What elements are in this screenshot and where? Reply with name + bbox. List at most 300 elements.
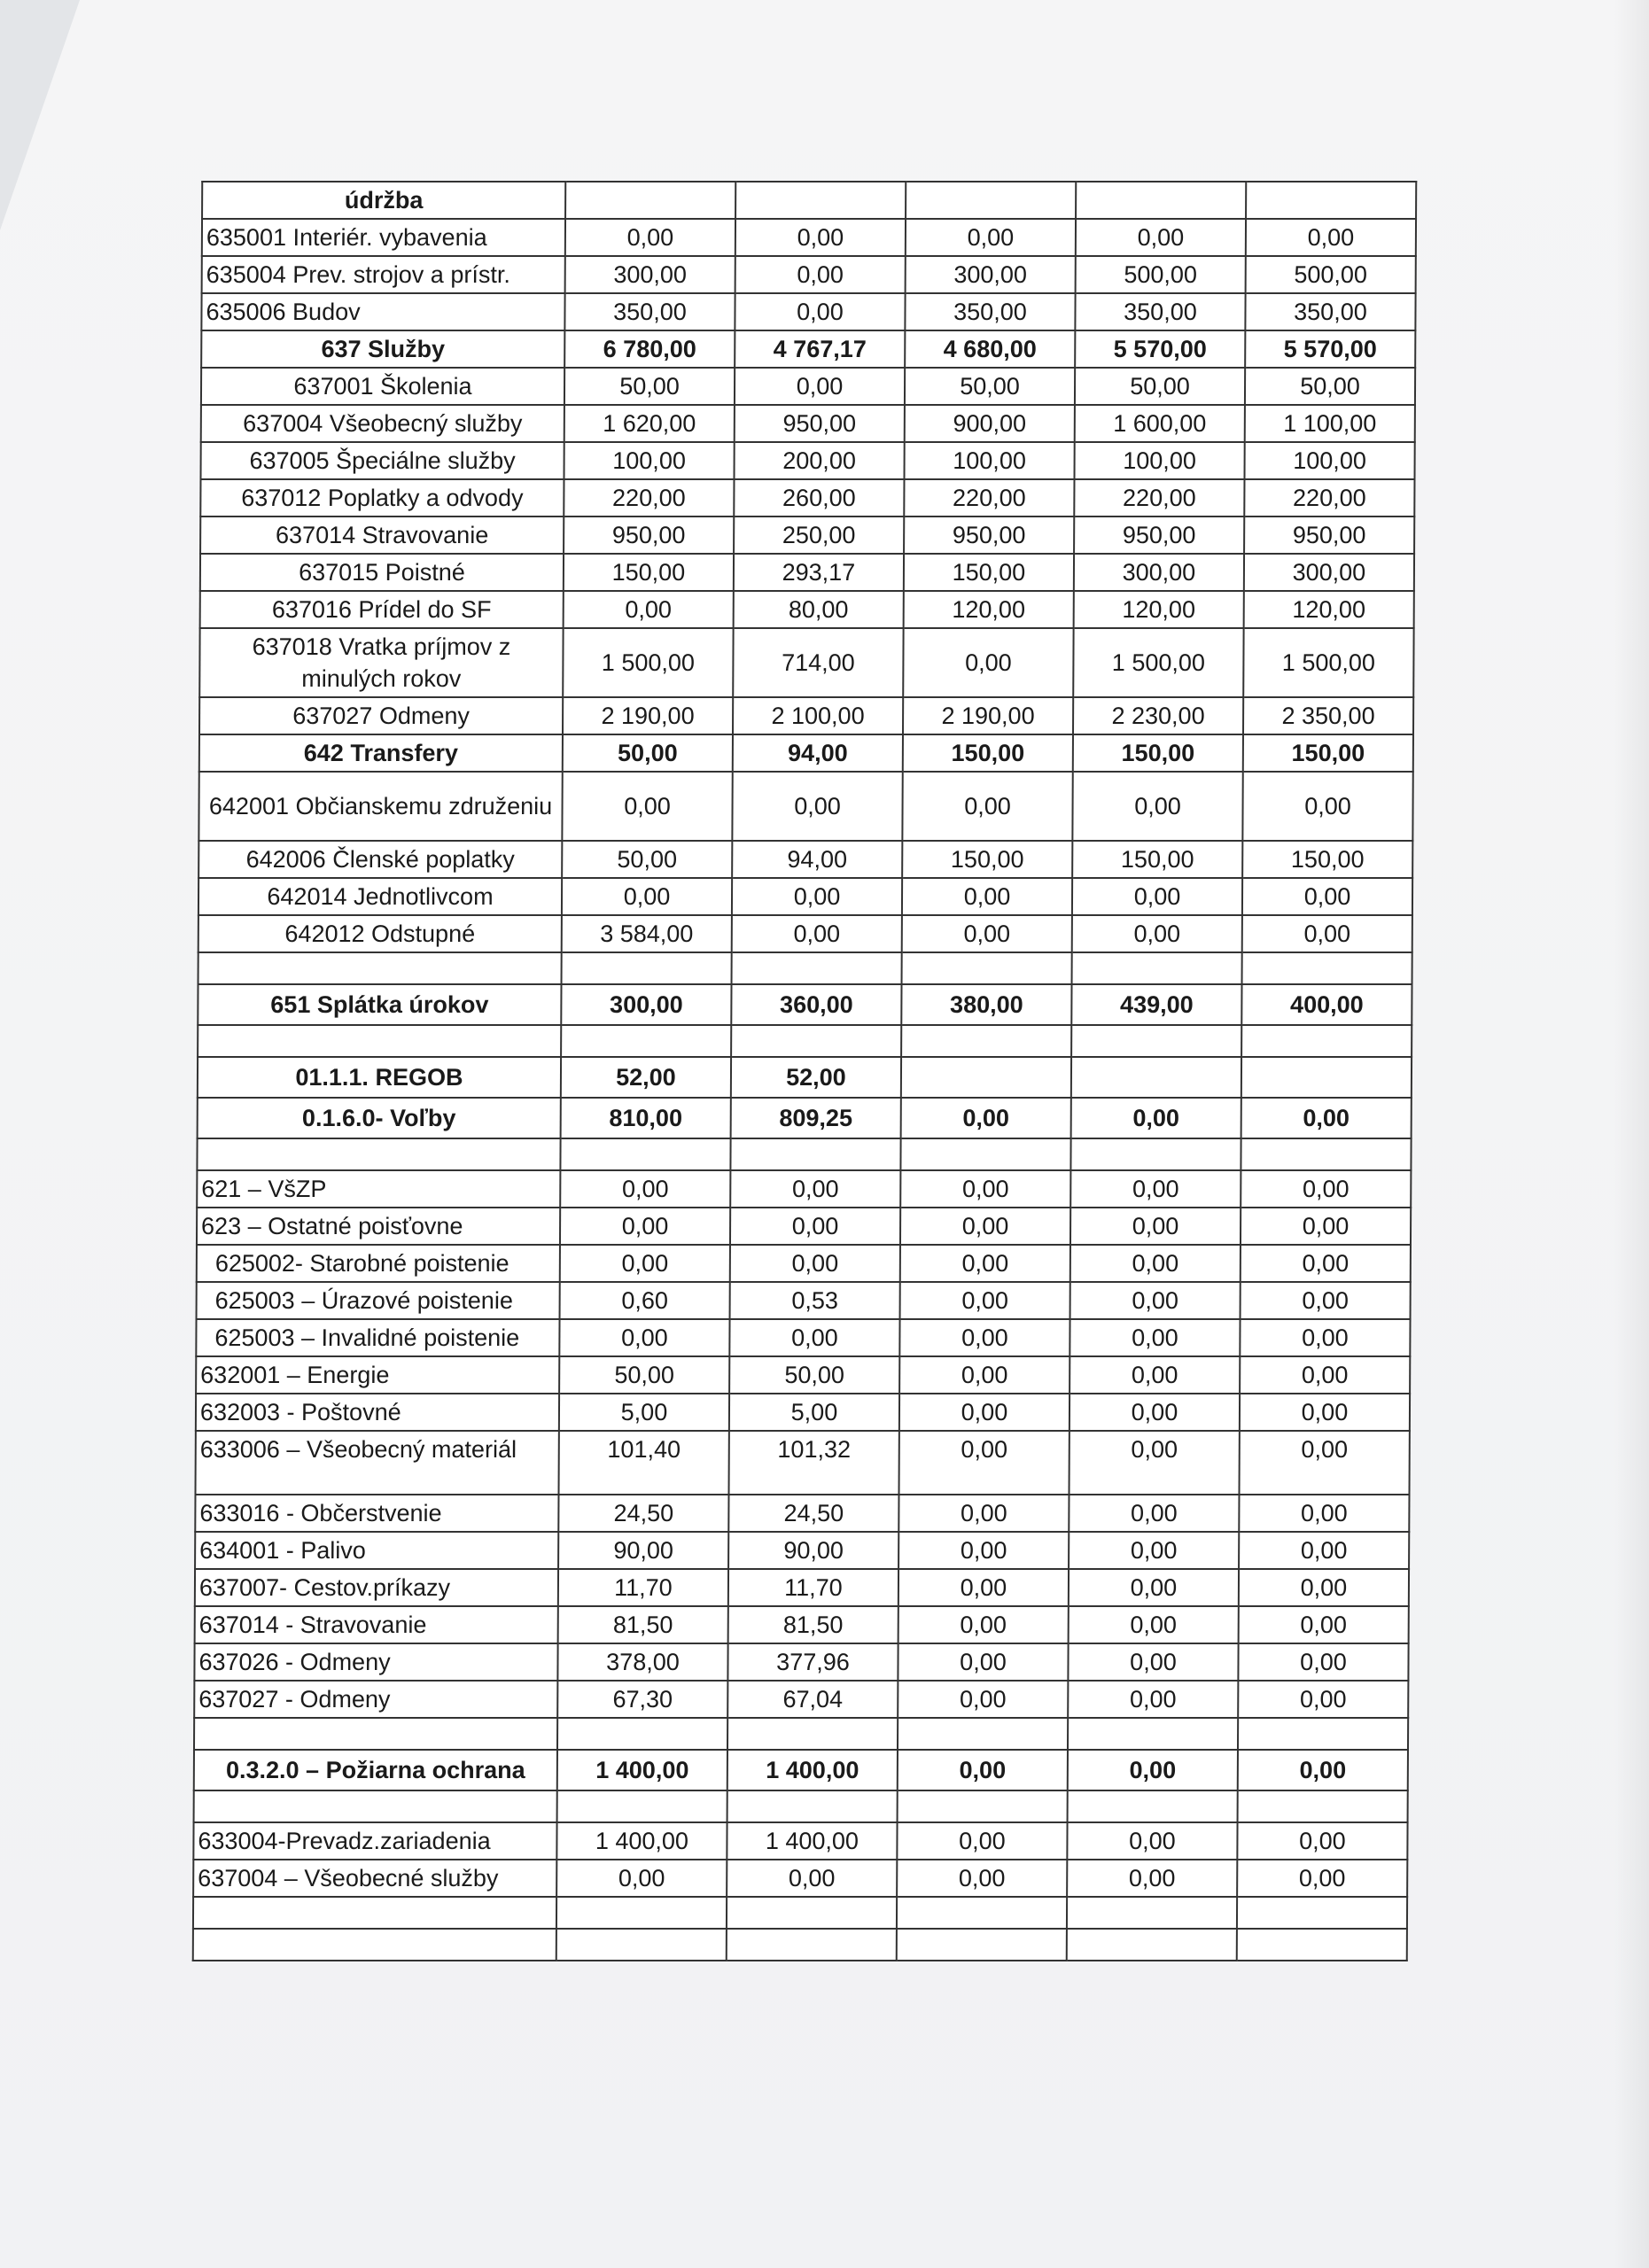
value-cell-1: 0,60 (560, 1282, 730, 1319)
value-cell-5 (1241, 1057, 1412, 1098)
row-label: 637 Služby (201, 330, 564, 368)
value-cell-1 (556, 1897, 727, 1929)
value-cell-5: 350,00 (1245, 293, 1415, 330)
value-cell-1: 50,00 (563, 734, 733, 772)
value-cell-5: 400,00 (1241, 984, 1412, 1025)
value-cell-1: 5,00 (559, 1394, 729, 1431)
value-cell-2: 950,00 (735, 405, 905, 442)
value-cell-2: 1 400,00 (727, 1750, 898, 1790)
value-cell-5: 0,00 (1242, 772, 1412, 841)
page-edge-shadow (1614, 0, 1649, 2268)
table-row (195, 1606, 1409, 1643)
value-cell-4: 0,00 (1067, 1822, 1237, 1860)
value-cell-1 (556, 1929, 727, 1961)
value-cell-1 (561, 1025, 731, 1057)
value-cell-3: 0,00 (899, 1356, 1070, 1394)
value-cell-3 (897, 1897, 1067, 1929)
row-label (194, 1790, 557, 1822)
value-cell-1: 50,00 (562, 841, 732, 878)
value-cell-5 (1238, 1790, 1408, 1822)
value-cell-3: 350,00 (905, 293, 1075, 330)
value-cell-5: 0,00 (1241, 1282, 1411, 1319)
value-cell-4: 150,00 (1072, 841, 1242, 878)
table-row (200, 554, 1414, 591)
value-cell-4 (1067, 1897, 1237, 1929)
value-cell-5: 0,00 (1238, 1681, 1408, 1718)
row-label: 637004 Všeobecný služby (201, 405, 564, 442)
value-cell-5: 1 100,00 (1245, 405, 1415, 442)
row-label (197, 1138, 560, 1170)
value-cell-2: 80,00 (734, 591, 904, 628)
value-cell-2: 0,00 (735, 293, 905, 330)
table-row (193, 1929, 1407, 1961)
value-cell-4: 0,00 (1070, 1319, 1240, 1356)
row-label: 637018 Vratka príjmov z minulých rokov (199, 628, 563, 697)
row-label: 621 – VšZP (197, 1170, 560, 1208)
value-cell-4: 220,00 (1074, 479, 1244, 517)
value-cell-1: 50,00 (564, 368, 735, 405)
value-cell-2: 377,96 (727, 1643, 898, 1681)
value-cell-4: 0,00 (1070, 1356, 1240, 1394)
row-label: 637026 - Odmeny (194, 1643, 557, 1681)
value-cell-4: 0,00 (1070, 1170, 1241, 1208)
value-cell-1: 0,00 (560, 1245, 730, 1282)
value-cell-2 (727, 1790, 898, 1822)
value-cell-5 (1246, 182, 1416, 219)
table-row (200, 517, 1414, 554)
value-cell-4 (1072, 952, 1242, 984)
value-cell-4: 950,00 (1074, 517, 1244, 554)
value-cell-3: 0,00 (897, 1822, 1067, 1860)
value-cell-2: 4 767,17 (735, 330, 905, 368)
value-cell-5: 0,00 (1239, 1569, 1409, 1606)
row-label: 632003 - Poštovné (196, 1394, 559, 1431)
table-row (200, 442, 1414, 479)
table-row (193, 1860, 1407, 1897)
row-label (193, 1929, 556, 1961)
value-cell-1: 0,00 (565, 219, 735, 256)
row-label: 642 Transfery (199, 734, 563, 772)
value-cell-5: 0,00 (1241, 1170, 1411, 1208)
table-row (196, 1394, 1410, 1431)
value-cell-5 (1237, 1929, 1407, 1961)
value-cell-4: 0,00 (1070, 1282, 1241, 1319)
value-cell-1: 100,00 (564, 442, 734, 479)
value-cell-5: 0,00 (1241, 1245, 1411, 1282)
row-label: 0.3.2.0 – Požiarna ochrana (194, 1750, 557, 1790)
value-cell-3: 150,00 (902, 841, 1072, 878)
row-label: 0.1.6.0- Voľby (198, 1098, 561, 1138)
value-cell-3: 100,00 (904, 442, 1074, 479)
value-cell-2: 0,00 (735, 368, 905, 405)
value-cell-1: 81,50 (558, 1606, 728, 1643)
value-cell-5: 0,00 (1239, 1606, 1409, 1643)
table-row (194, 1643, 1408, 1681)
table-row (202, 219, 1416, 256)
value-cell-3: 0,00 (902, 772, 1072, 841)
value-cell-1: 0,00 (562, 772, 732, 841)
value-cell-1: 0,00 (559, 1319, 729, 1356)
value-cell-4: 1 600,00 (1075, 405, 1245, 442)
row-label: 637016 Prídel do SF (200, 591, 564, 628)
value-cell-4: 500,00 (1076, 256, 1246, 293)
value-cell-5 (1238, 1718, 1408, 1750)
value-cell-4: 0,00 (1069, 1532, 1239, 1569)
value-cell-3: 380,00 (901, 984, 1071, 1025)
value-cell-1: 150,00 (564, 554, 734, 591)
table-row (196, 1356, 1410, 1394)
value-cell-3: 4 680,00 (905, 330, 1075, 368)
value-cell-1: 220,00 (564, 479, 734, 517)
value-cell-2: 0,00 (732, 915, 902, 952)
row-label: 637015 Poistné (200, 554, 564, 591)
table-row (200, 479, 1414, 517)
row-label: 642001 Občianskemu združeniu (198, 772, 562, 841)
value-cell-1: 810,00 (561, 1098, 731, 1138)
value-cell-1: 1 620,00 (564, 405, 735, 442)
value-cell-5: 150,00 (1243, 734, 1413, 772)
table-row (198, 841, 1412, 878)
value-cell-2: 0,53 (730, 1282, 900, 1319)
table-row (195, 1532, 1409, 1569)
table-row (199, 734, 1413, 772)
table-row (201, 293, 1415, 330)
folded-corner (0, 0, 80, 230)
value-cell-3: 0,00 (900, 1208, 1070, 1245)
value-cell-4: 120,00 (1074, 591, 1244, 628)
value-cell-1: 2 190,00 (563, 697, 733, 734)
value-cell-4: 0,00 (1072, 878, 1242, 915)
value-cell-1: 950,00 (564, 517, 734, 554)
value-cell-4: 300,00 (1074, 554, 1244, 591)
value-cell-4: 0,00 (1071, 1098, 1241, 1138)
value-cell-1: 300,00 (561, 984, 731, 1025)
value-cell-5: 0,00 (1242, 915, 1412, 952)
row-label (198, 952, 562, 984)
value-cell-5: 0,00 (1238, 1750, 1408, 1790)
table-row (198, 1057, 1412, 1098)
table-row (199, 628, 1413, 697)
value-cell-1: 0,00 (556, 1860, 727, 1897)
value-cell-1: 24,50 (558, 1495, 728, 1532)
table-row (201, 405, 1415, 442)
value-cell-2: 52,00 (731, 1057, 901, 1098)
value-cell-3: 0,00 (900, 1170, 1070, 1208)
value-cell-3 (898, 1790, 1068, 1822)
value-cell-1: 0,00 (560, 1208, 730, 1245)
value-cell-4: 0,00 (1070, 1208, 1241, 1245)
value-cell-5: 0,00 (1237, 1860, 1407, 1897)
row-label: 637001 Školenia (201, 368, 564, 405)
value-cell-4: 0,00 (1069, 1495, 1239, 1532)
value-cell-5: 300,00 (1244, 554, 1414, 591)
value-cell-4: 0,00 (1069, 1569, 1239, 1606)
table-row (193, 1897, 1407, 1929)
value-cell-4: 0,00 (1070, 1245, 1241, 1282)
value-cell-3: 300,00 (906, 256, 1076, 293)
table-row (198, 772, 1412, 841)
table-row (193, 1822, 1407, 1860)
value-cell-2: 5,00 (729, 1394, 899, 1431)
value-cell-3: 0,00 (899, 1319, 1070, 1356)
budget-table-body (193, 182, 1417, 1961)
row-label: 637027 Odmeny (199, 697, 563, 734)
value-cell-1: 1 400,00 (557, 1750, 727, 1790)
table-row (198, 952, 1412, 984)
value-cell-3: 0,00 (898, 1431, 1069, 1495)
table-row (194, 1718, 1408, 1750)
value-cell-3: 0,00 (899, 1394, 1070, 1431)
value-cell-4: 2 230,00 (1073, 697, 1243, 734)
value-cell-4: 0,00 (1069, 1431, 1239, 1495)
table-row (200, 591, 1414, 628)
value-cell-4 (1067, 1929, 1237, 1961)
value-cell-4: 50,00 (1075, 368, 1245, 405)
table-row (197, 1282, 1411, 1319)
value-cell-2: 81,50 (728, 1606, 898, 1643)
table-row (197, 1138, 1411, 1170)
value-cell-1 (557, 1718, 727, 1750)
value-cell-1: 300,00 (565, 256, 735, 293)
value-cell-1: 0,00 (560, 1170, 730, 1208)
value-cell-4: 150,00 (1073, 734, 1243, 772)
value-cell-5: 0,00 (1240, 1394, 1410, 1431)
value-cell-1: 67,30 (557, 1681, 727, 1718)
row-label: 633004-Prevadz.zariadenia (193, 1822, 556, 1860)
row-label: 637005 Špeciálne služby (200, 442, 564, 479)
value-cell-3: 0,00 (898, 1569, 1069, 1606)
value-cell-1: 0,00 (562, 878, 732, 915)
value-cell-3: 0,00 (900, 1245, 1070, 1282)
row-label: 637014 Stravovanie (200, 517, 564, 554)
row-label: 634001 - Palivo (195, 1532, 558, 1569)
table-row (198, 984, 1412, 1025)
value-cell-2 (730, 1138, 900, 1170)
value-cell-2: 0,00 (729, 1319, 899, 1356)
value-cell-4: 0,00 (1068, 1681, 1238, 1718)
value-cell-2: 0,00 (730, 1208, 900, 1245)
value-cell-4: 350,00 (1075, 293, 1245, 330)
value-cell-2: 0,00 (732, 772, 902, 841)
value-cell-5: 0,00 (1240, 1356, 1410, 1394)
table-row (202, 256, 1416, 293)
table-row (198, 878, 1412, 915)
value-cell-5 (1237, 1897, 1407, 1929)
value-cell-5: 1 500,00 (1243, 628, 1413, 697)
row-label: 637012 Poplatky a odvody (200, 479, 564, 517)
value-cell-5: 0,00 (1241, 1098, 1412, 1138)
value-cell-3 (900, 1138, 1070, 1170)
value-cell-3 (901, 1025, 1071, 1057)
value-cell-3 (898, 1718, 1068, 1750)
value-cell-4: 0,00 (1072, 772, 1242, 841)
table-row (194, 1681, 1408, 1718)
row-label: 642006 Členské poplatky (198, 841, 562, 878)
value-cell-1: 350,00 (564, 293, 735, 330)
value-cell-5: 950,00 (1244, 517, 1414, 554)
value-cell-3 (902, 952, 1072, 984)
row-label: 637014 - Stravovanie (195, 1606, 558, 1643)
value-cell-2: 360,00 (731, 984, 901, 1025)
value-cell-4 (1068, 1790, 1238, 1822)
value-cell-1: 11,70 (558, 1569, 728, 1606)
value-cell-5: 0,00 (1239, 1495, 1409, 1532)
row-label: 633006 – Všeobecný materiál (195, 1431, 558, 1495)
row-label: 632001 – Energie (196, 1356, 559, 1394)
value-cell-2: 101,32 (728, 1431, 898, 1495)
value-cell-3: 0,00 (898, 1495, 1069, 1532)
row-label: 635004 Prev. strojov a prístr. (202, 256, 565, 293)
value-cell-5 (1241, 1138, 1411, 1170)
value-cell-1 (565, 182, 735, 219)
table-row (197, 1245, 1411, 1282)
value-cell-2 (727, 1718, 898, 1750)
value-cell-2: 250,00 (734, 517, 904, 554)
value-cell-3: 0,00 (902, 878, 1072, 915)
value-cell-5: 0,00 (1239, 1532, 1409, 1569)
value-cell-2: 809,25 (731, 1098, 901, 1138)
value-cell-4: 100,00 (1074, 442, 1244, 479)
value-cell-2 (727, 1897, 897, 1929)
value-cell-3: 220,00 (904, 479, 1074, 517)
table-row (201, 368, 1415, 405)
row-label: 642014 Jednotlivcom (198, 878, 562, 915)
value-cell-4: 0,00 (1068, 1750, 1238, 1790)
row-label: 633016 - Občerstvenie (195, 1495, 558, 1532)
value-cell-5 (1242, 952, 1412, 984)
value-cell-2: 293,17 (734, 554, 904, 591)
value-cell-1 (562, 952, 732, 984)
table-row (195, 1569, 1409, 1606)
value-cell-2: 260,00 (734, 479, 904, 517)
value-cell-4: 439,00 (1071, 984, 1241, 1025)
value-cell-4: 0,00 (1067, 1860, 1237, 1897)
value-cell-3: 0,00 (902, 915, 1072, 952)
value-cell-2 (731, 1025, 901, 1057)
row-label: 625003 – Invalidné poistenie (196, 1319, 559, 1356)
value-cell-3: 2 190,00 (903, 697, 1073, 734)
value-cell-5: 0,00 (1242, 878, 1412, 915)
row-label (198, 1025, 561, 1057)
table-row (197, 1208, 1411, 1245)
value-cell-2: 1 400,00 (727, 1822, 897, 1860)
value-cell-5: 150,00 (1242, 841, 1412, 878)
value-cell-3: 0,00 (897, 1860, 1067, 1897)
row-label: 651 Splátka úrokov (198, 984, 561, 1025)
value-cell-2 (732, 952, 902, 984)
value-cell-2: 0,00 (727, 1860, 897, 1897)
row-label: 623 – Ostatné poisťovne (197, 1208, 560, 1245)
table-row (194, 1790, 1408, 1822)
row-label: 635006 Budov (201, 293, 564, 330)
value-cell-2: 94,00 (732, 841, 902, 878)
value-cell-1: 1 500,00 (563, 628, 733, 697)
table-row (195, 1495, 1409, 1532)
value-cell-5: 220,00 (1244, 479, 1414, 517)
value-cell-3: 0,00 (903, 628, 1073, 697)
value-cell-2: 0,00 (735, 219, 906, 256)
row-label: 635001 Interiér. vybavenia (202, 219, 565, 256)
row-label: 625002- Starobné poistenie (197, 1245, 560, 1282)
table-row (201, 330, 1415, 368)
value-cell-4: 1 500,00 (1073, 628, 1243, 697)
value-cell-3: 0,00 (898, 1532, 1069, 1569)
value-cell-3: 0,00 (898, 1643, 1068, 1681)
value-cell-3: 50,00 (905, 368, 1075, 405)
value-cell-5: 5 570,00 (1245, 330, 1415, 368)
value-cell-3: 950,00 (904, 517, 1074, 554)
value-cell-1: 378,00 (557, 1643, 727, 1681)
value-cell-1 (560, 1138, 730, 1170)
value-cell-3: 900,00 (905, 405, 1075, 442)
value-cell-5 (1241, 1025, 1412, 1057)
value-cell-4 (1076, 182, 1246, 219)
value-cell-5: 100,00 (1244, 442, 1414, 479)
value-cell-2: 94,00 (733, 734, 903, 772)
value-cell-4 (1070, 1138, 1241, 1170)
value-cell-2: 200,00 (734, 442, 904, 479)
value-cell-3: 150,00 (903, 734, 1073, 772)
value-cell-3: 0,00 (901, 1098, 1071, 1138)
value-cell-5: 0,00 (1246, 219, 1416, 256)
table-row (195, 1431, 1409, 1495)
table-row (202, 182, 1416, 219)
value-cell-3: 0,00 (898, 1681, 1068, 1718)
row-label: údržba (202, 182, 565, 219)
value-cell-1: 1 400,00 (556, 1822, 727, 1860)
table-row (196, 1319, 1410, 1356)
budget-table-wrapper (192, 181, 1416, 1961)
value-cell-4: 0,00 (1068, 1643, 1238, 1681)
row-label (193, 1897, 556, 1929)
value-cell-4: 0,00 (1070, 1394, 1240, 1431)
value-cell-1: 90,00 (558, 1532, 728, 1569)
value-cell-2: 24,50 (728, 1495, 898, 1532)
value-cell-1 (557, 1790, 727, 1822)
value-cell-3: 0,00 (898, 1750, 1068, 1790)
row-label: 637027 - Odmeny (194, 1681, 557, 1718)
value-cell-5: 500,00 (1246, 256, 1416, 293)
value-cell-1: 6 780,00 (564, 330, 735, 368)
value-cell-5: 0,00 (1241, 1208, 1411, 1245)
value-cell-3 (906, 182, 1076, 219)
value-cell-2: 0,00 (735, 256, 906, 293)
value-cell-2: 714,00 (733, 628, 903, 697)
row-label: 01.1.1. REGOB (198, 1057, 561, 1098)
value-cell-2: 0,00 (732, 878, 902, 915)
row-label: 642012 Odstupné (198, 915, 562, 952)
value-cell-3: 0,00 (906, 219, 1076, 256)
table-row (197, 1170, 1411, 1208)
value-cell-4: 0,00 (1069, 1606, 1239, 1643)
value-cell-2: 2 100,00 (733, 697, 903, 734)
value-cell-4: 0,00 (1072, 915, 1242, 952)
table-row (198, 1025, 1412, 1057)
value-cell-2: 67,04 (727, 1681, 898, 1718)
value-cell-2 (735, 182, 906, 219)
budget-table (192, 181, 1418, 1961)
value-cell-3: 150,00 (904, 554, 1074, 591)
value-cell-4: 5 570,00 (1075, 330, 1245, 368)
value-cell-5: 50,00 (1245, 368, 1415, 405)
row-label: 625003 – Úrazové poistenie (197, 1282, 560, 1319)
value-cell-1: 52,00 (561, 1057, 731, 1098)
value-cell-1: 3 584,00 (562, 915, 732, 952)
value-cell-2: 0,00 (730, 1170, 900, 1208)
value-cell-5: 2 350,00 (1243, 697, 1413, 734)
value-cell-3 (901, 1057, 1071, 1098)
value-cell-5: 0,00 (1238, 1643, 1408, 1681)
